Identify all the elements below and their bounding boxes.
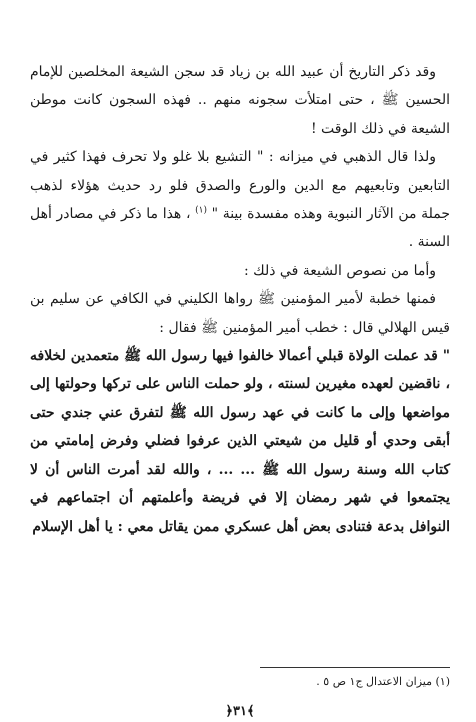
footnote-reference: (١)	[195, 205, 207, 216]
paragraph-sermon-source: فمنها خطبة لأمير المؤمنين ﷺ رواها الكليني في الكافي عن سليم بن قيس الهلالي قال : خطب أمير المؤمنين ﷺ فقال :	[30, 291, 450, 336]
dhahabi-quote: ولذا قال الذهبي في ميزانه : " التشيع بلا غلو ولا تحرف فهذا كثير في التابعين وتابعيهم مع الدين والورع والصدق فلو رد حديث هؤلاء لذهب جملة من الآثار النبوية وهذه مفسدة بينة "	[30, 149, 451, 223]
paragraph-shia-texts-intro: وأما من نصوص الشيعة في ذلك :	[244, 262, 436, 279]
dhahabi-conclusion: ، هذا ما ذكر في مصادر أهل السنة .	[30, 206, 450, 251]
page-body	[30, 58, 450, 541]
paragraph-dhahabi	[30, 143, 450, 257]
footnote: (١) ميزان الاعتدال ج١ ص ٥ .	[316, 675, 450, 688]
book-page	[30, 58, 451, 719]
paragraph-sermon-quote: " قد عملت الولاة قبلي أعمالا خالفوا فيها رسول الله ﷺ متعمدين لخلافه ، ناقضين لعهده مغيرين لسنته ، ولو حملت الناس على تركها وحولتها إلى مواضعها وإلى ما كانت في عهد رسول الله ﷺ لتفرق عني جندي حتى أبقى وحدي أو قليل من شيعتي الذين عرفوا فضلي وفرض إمامتي من كتاب الله وسنة رسول الله ﷺ ... ... ، والله لقد أمرت الناس أن لا يجتمعوا في شهر رمضان إلا في فريضة وأعلمتهم أن اجتماعهم في النوافل بدعة فتنادى بعض أهل عسكري ممن يقاتل معي : يا أهل الإسلام	[30, 348, 450, 535]
paragraph-history: وقد ذكر التاريخ أن عبيد الله بن زياد قد سجن الشيعة المخلصين للإمام الحسين ﷺ ، حتى امتلأت سجونه منهم .. فهذه السجون كانت موطن الشيعة في ذلك الوقت !	[30, 64, 450, 137]
footnote-divider	[260, 667, 450, 668]
page-number: ﴿٣١﴾	[225, 704, 255, 719]
